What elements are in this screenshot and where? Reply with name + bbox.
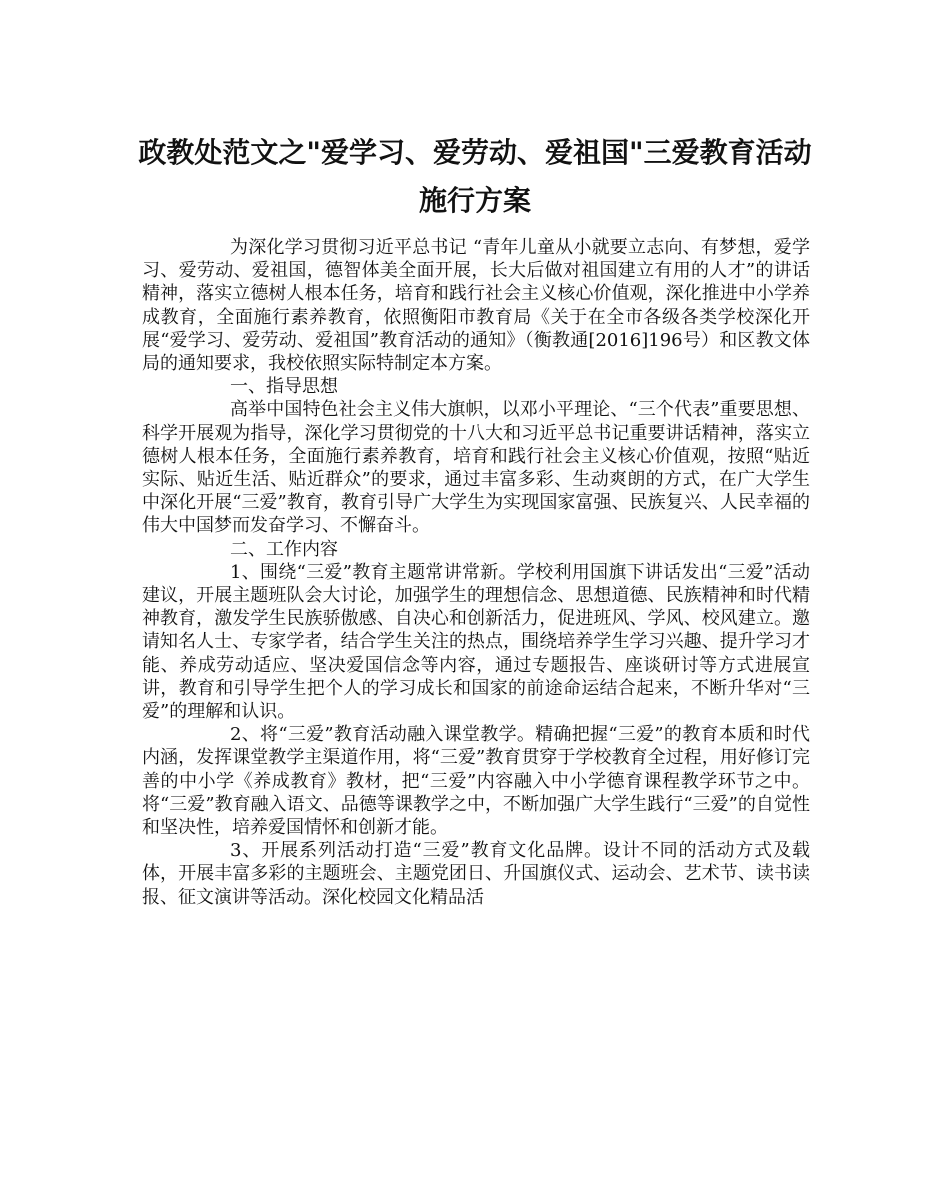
section-heading-guiding-thought: 一、指导思想	[230, 376, 338, 398]
document-body	[142, 236, 810, 909]
document-title-line-2: 施行方案	[418, 184, 531, 217]
section-heading-work-content: 二、工作内容	[230, 538, 338, 560]
work-item-1-paragraph: 1、围绕“三爱”教育主题常讲常新。学校利用国旗下讲话发出“三爱”活动建议，开展主题班队会大讨论，加强学生的理想信念、思想道德、民族精神和时代精神教育，激发学生民族骄傲感、自决心和创新活力，促进班风、学风、校风建立。邀请知名人士、专家学者，结合学生关注的热点，围绕培养学生学习兴趣、提升学习才能、养成劳动适应、坚决爱国信念等内容，通过专题报告、座谈研讨等方式进展宣讲，教育和引导学生把个人的学习成长和国家的前途命运结合起来，不断升华对“三爱”的理解和认识。	[142, 561, 810, 723]
work-item-2-paragraph: 2、将“三爱”教育活动融入课堂教学。精确把握“三爱”的教育本质和时代内涵，发挥课堂教学主渠道作用，将“三爱”教育贯穿于学校教育全过程，用好修订完善的中小学《养成教育》教材，把“三爱”内容融入中小学德育课程教学环节之中。将“三爱”教育融入语文、品德等课教学之中，不断加强广大学生践行“三爱”的自觉性和坚决性，培养爱国情怀和创新才能。	[142, 724, 810, 839]
work-item-3-paragraph: 3、开展系列活动打造“三爱”教育文化品牌。设计不同的活动方式及载体，开展丰富多彩的主题班会、主题党团日、升国旗仪式、运动会、艺术节、读书读报、征文演讲等活动。深化校园文化精品活	[142, 840, 810, 908]
document-title-line-1: 政教处范文之"爱学习、爱劳动、爱祖国"三爱教育活动	[138, 136, 812, 169]
intro-paragraph: 为深化学习贯彻习近平总书记 “青年儿童从小就要立志向、有梦想，爱学习、爱劳动、爱祖国，德智体美全面开展，长大后做对祖国建立有用的人才”的讲话精神，落实立德树人根本任务，培育和践行社会主义核心价值观，深化推进中小学养成教育，全面施行素养教育，依照衡阳市教育局《关于在全市各级各类学校深化开展“爱学习、爱劳动、爱祖国”教育活动的通知》（衡教通[2016]196号）和区教文体局的通知要求，我校依照实际特制定本方案。	[142, 237, 810, 375]
guiding-thought-paragraph: 高举中国特色社会主义伟大旗帜，以邓小平理论、“三个代表”重要思想、科学开展观为指导，深化学习贯彻党的十八大和习近平总书记重要讲话精神，落实立德树人根本任务，全面施行素养教育，培育和践行社会主义核心价值观，按照“贴近实际、贴近生活、贴近群众”的要求，通过丰富多彩、生动爽朗的方式，在广大学生中深化开展“三爱”教育，教育引导广大学生为实现国家富强、民族复兴、人民幸福的伟大中国梦而发奋学习、不懈奋斗。	[142, 399, 810, 537]
